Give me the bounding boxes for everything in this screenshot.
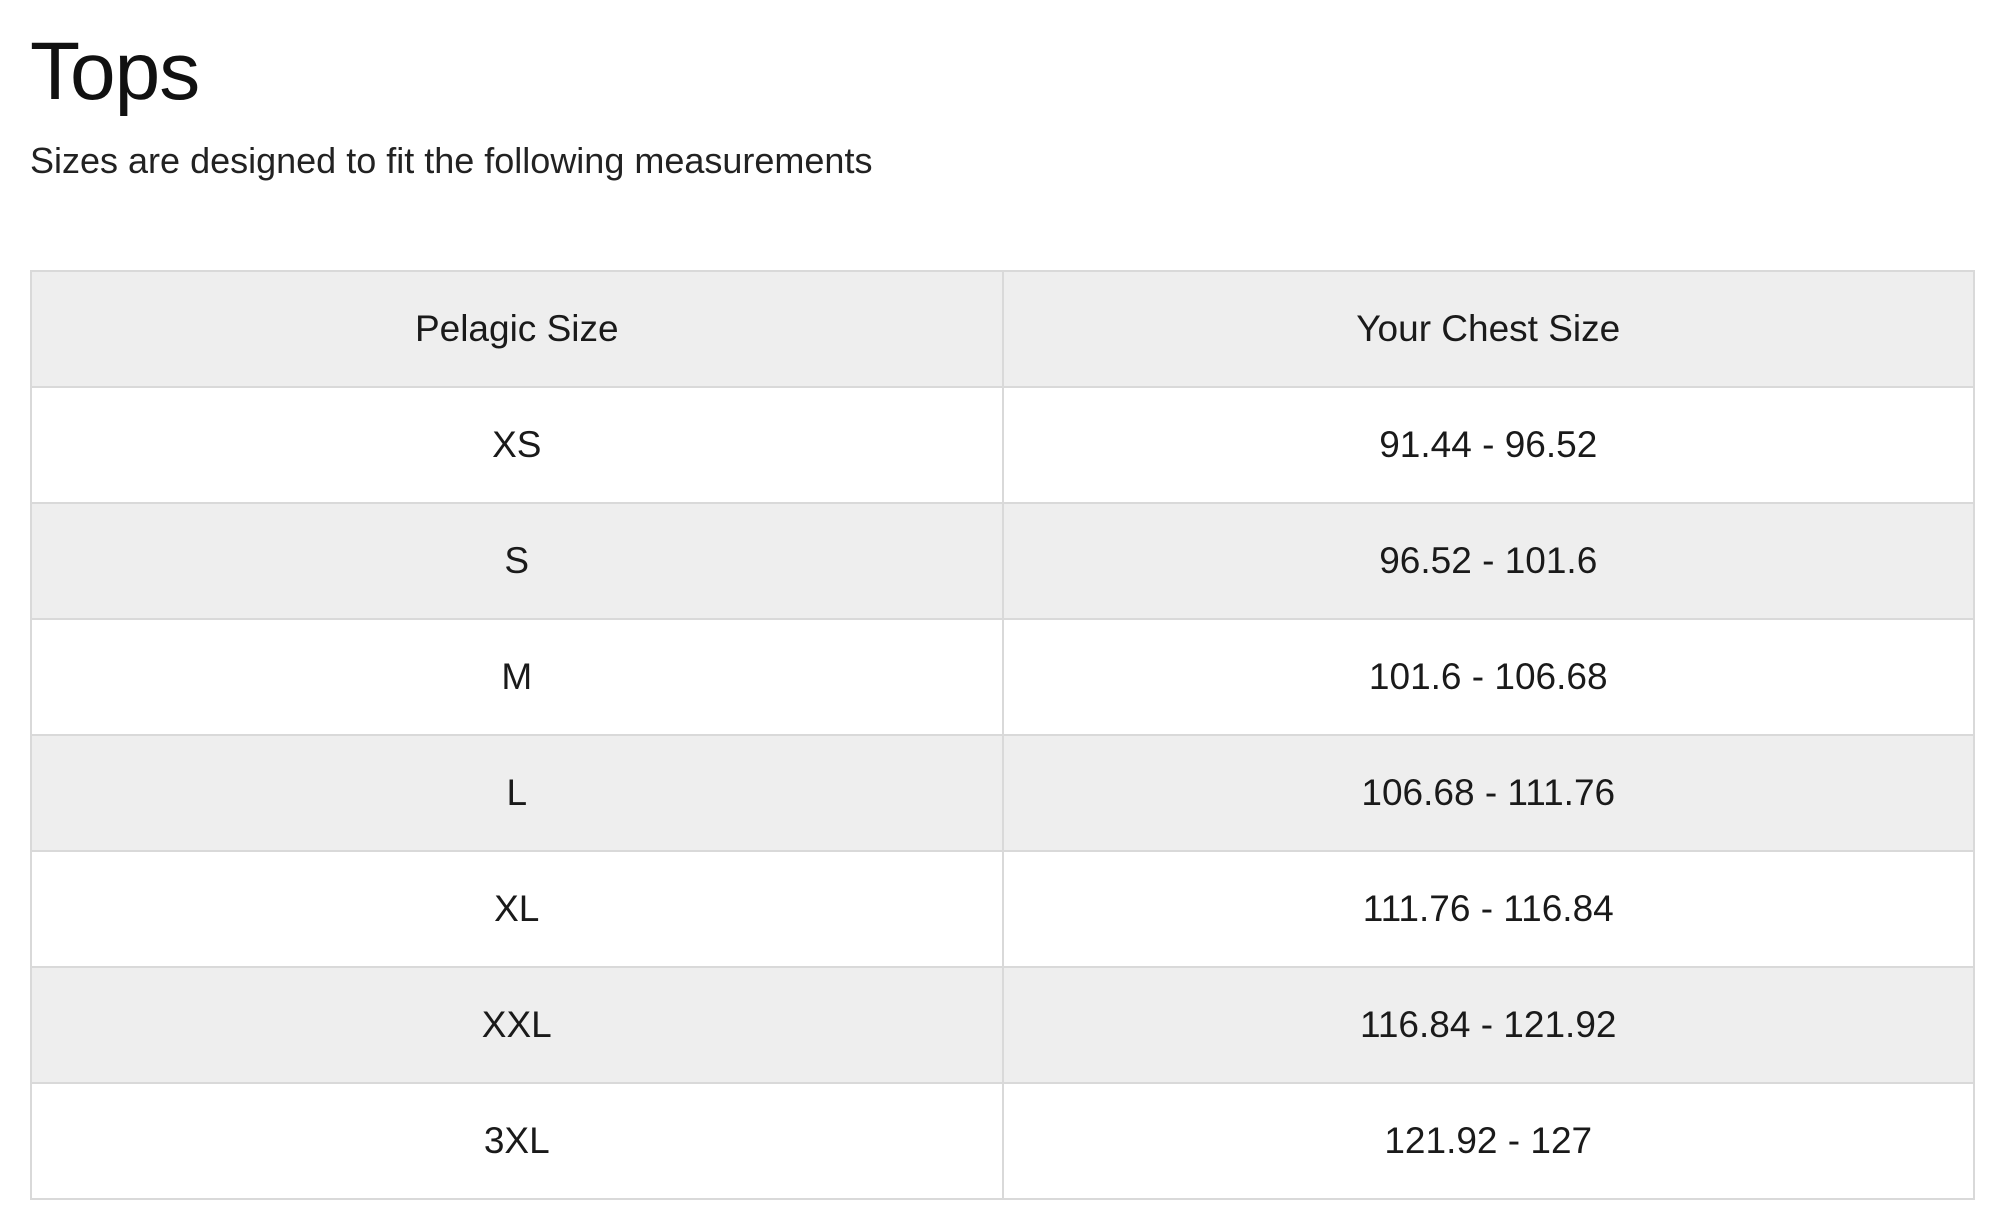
header-row [31, 271, 1974, 387]
chest-size-cell: 116.84 - 121.92 [1003, 967, 1975, 1083]
table-row [31, 735, 1974, 851]
chest-size-cell: 91.44 - 96.52 [1003, 387, 1975, 503]
size-cell: XL [31, 851, 1003, 967]
table-header [31, 271, 1974, 387]
page-subtitle: Sizes are designed to fit the following measurements [30, 140, 873, 181]
size-table [30, 270, 1975, 1200]
table-body [31, 387, 1974, 1199]
chest-size-cell: 111.76 - 116.84 [1003, 851, 1975, 967]
size-cell: S [31, 503, 1003, 619]
table-row [31, 851, 1974, 967]
size-cell: M [31, 619, 1003, 735]
size-cell: XS [31, 387, 1003, 503]
chest-size-cell: 106.68 - 111.76 [1003, 735, 1975, 851]
size-cell: 3XL [31, 1083, 1003, 1199]
table-row [31, 503, 1974, 619]
page-title: Tops [30, 26, 200, 117]
size-cell: L [31, 735, 1003, 851]
size-cell: XXL [31, 967, 1003, 1083]
column-header-pelagic-size: Pelagic Size [31, 271, 1003, 387]
column-header-chest-size: Your Chest Size [1003, 271, 1975, 387]
table-row [31, 619, 1974, 735]
table-row [31, 967, 1974, 1083]
chest-size-cell: 121.92 - 127 [1003, 1083, 1975, 1199]
chest-size-cell: 96.52 - 101.6 [1003, 503, 1975, 619]
table-row [31, 387, 1974, 503]
table-row [31, 1083, 1974, 1199]
chest-size-cell: 101.6 - 106.68 [1003, 619, 1975, 735]
